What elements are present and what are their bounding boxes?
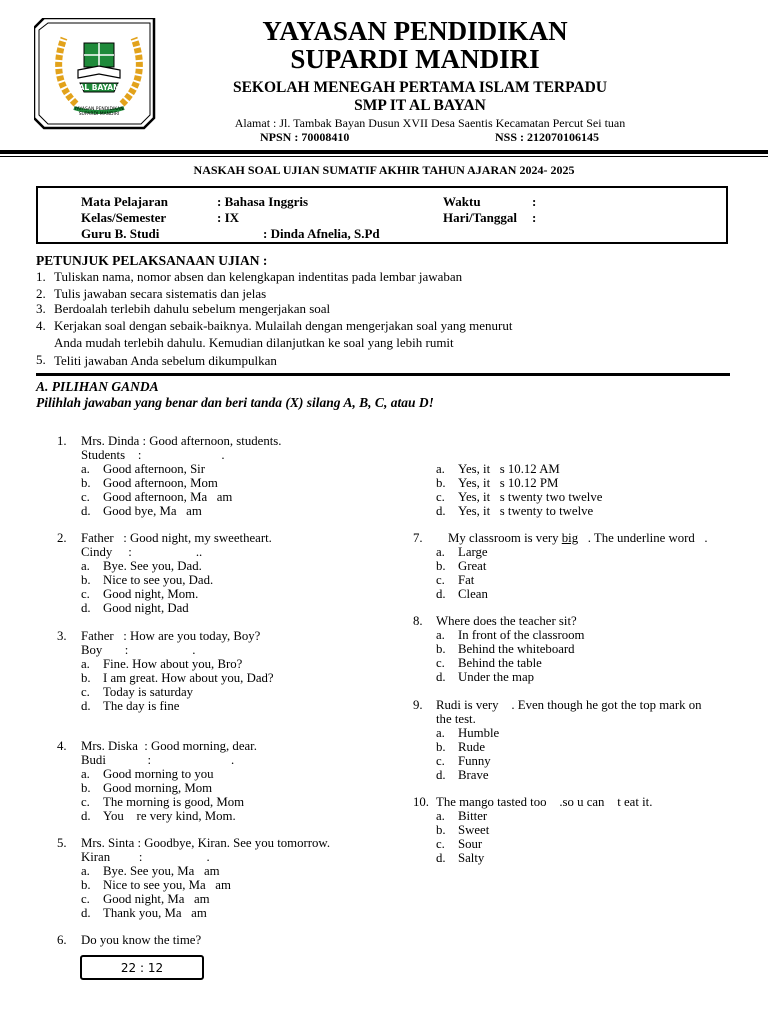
option-letter: a. — [81, 559, 90, 573]
question-text: Mrs. Sinta : Goodbye, Kiran. See you tomorrow. — [81, 836, 331, 850]
option-text: Brave — [458, 768, 489, 782]
question-text: Do you know the time? — [81, 933, 202, 947]
option-text: Humble — [458, 726, 500, 740]
answer-option[interactable] — [81, 504, 202, 518]
logo-caption-2: SUPARDI MANDIRI — [78, 112, 120, 117]
answer-option[interactable] — [81, 671, 274, 685]
option-letter: b. — [436, 740, 446, 754]
option-text: The day is fine — [103, 699, 180, 713]
answer-option[interactable] — [436, 545, 488, 559]
exam-info-box — [36, 186, 728, 244]
answer-option[interactable] — [81, 767, 214, 781]
answer-option[interactable] — [81, 587, 198, 601]
option-text: Today is saturday — [103, 685, 194, 699]
answer-option[interactable] — [436, 670, 534, 684]
option-letter: a. — [436, 628, 445, 642]
teacher-value: : Dinda Afnelia, S.Pd — [263, 226, 380, 241]
answer-option[interactable] — [436, 490, 602, 504]
answer-option[interactable] — [81, 809, 236, 823]
option-text: Good bye, Ma am — [103, 504, 202, 518]
option-text: Bye. See you, Ma am — [103, 864, 220, 878]
answer-blank-line: Boy : . — [81, 643, 196, 657]
option-letter: b. — [436, 642, 446, 656]
answer-option[interactable] — [81, 657, 242, 671]
answer-blank-line: Budi : . — [81, 753, 235, 767]
option-letter: b. — [436, 476, 446, 490]
question-text: Where does the teacher sit? — [436, 614, 577, 628]
option-letter: d. — [436, 670, 446, 684]
answer-option[interactable] — [81, 476, 218, 490]
answer-option[interactable] — [436, 573, 474, 587]
option-text: The morning is good, Mom — [103, 795, 245, 809]
question-text-end: . The underline word . — [578, 531, 708, 545]
option-letter: a. — [436, 462, 445, 476]
option-text: Yes, it s 10.12 PM — [458, 476, 559, 490]
question-text: Rudi is very . Even though he got the top mark on — [436, 698, 702, 712]
option-letter: b. — [81, 671, 91, 685]
option-letter: c. — [436, 837, 445, 851]
day-label: Hari/Tanggal — [443, 210, 517, 225]
section-a-title: A. PILIHAN GANDA — [36, 379, 159, 394]
answer-option[interactable] — [436, 768, 489, 782]
answer-option[interactable] — [436, 559, 486, 573]
option-letter: d. — [81, 601, 91, 615]
answer-option[interactable] — [81, 699, 179, 713]
class-value: : IX — [217, 210, 240, 225]
answer-option[interactable] — [81, 906, 207, 920]
option-text: Great — [458, 559, 487, 573]
option-text: Funny — [458, 754, 491, 768]
section-divider — [36, 373, 730, 376]
npsn-number: NPSN : 70008410 — [260, 130, 350, 144]
teacher-label: Guru B. Studi — [81, 226, 160, 241]
option-text: Fat — [458, 573, 475, 587]
option-letter: c. — [436, 573, 445, 587]
answer-option[interactable] — [81, 878, 231, 892]
option-letter: a. — [81, 767, 90, 781]
logo-banner-text: AL BAYAN — [78, 83, 120, 92]
option-text: Sweet — [458, 823, 490, 837]
option-text: Salty — [458, 851, 485, 865]
option-letter: d. — [436, 851, 446, 865]
instruction-text: Berdoalah terlebih dahulu sebelum mengerjakan soal — [54, 301, 331, 316]
answer-option[interactable] — [436, 726, 499, 740]
answer-blank-line: Students : . — [81, 448, 225, 462]
option-letter: c. — [81, 892, 90, 906]
answer-option[interactable] — [436, 628, 585, 642]
answer-option[interactable] — [81, 795, 244, 809]
option-letter: a. — [81, 864, 90, 878]
option-text: Yes, it s twenty two twelve — [458, 490, 603, 504]
instruction-number: 5. — [36, 352, 46, 367]
question-number: 1. — [57, 434, 67, 448]
answer-option[interactable] — [436, 642, 575, 656]
option-letter: b. — [81, 878, 91, 892]
option-letter: b. — [436, 559, 446, 573]
answer-blank-line: Cindy : .. — [81, 545, 203, 559]
answer-option[interactable] — [81, 490, 232, 504]
logo-caption-1: YAYASAN PENDIDIKAN — [74, 107, 124, 112]
option-text: Clean — [458, 587, 488, 601]
answer-option[interactable] — [436, 837, 482, 851]
instruction-number: 3. — [36, 301, 46, 316]
subject-label: Mata Pelajaran — [81, 194, 169, 209]
option-text: Under the map — [458, 670, 535, 684]
option-text: Nice to see you, Ma am — [103, 878, 231, 892]
option-letter: c. — [436, 656, 445, 670]
answer-option[interactable] — [436, 754, 491, 768]
header-divider-thin — [0, 156, 768, 157]
clock-time-display: 22 : 12 — [80, 955, 204, 980]
answer-option[interactable] — [436, 462, 560, 476]
option-text: Good morning, Mom — [103, 781, 213, 795]
option-letter: c. — [81, 587, 90, 601]
instruction-text: Tuliskan nama, nomor absen dan kelengkapan indentitas pada lembar jawaban — [54, 269, 463, 284]
answer-option[interactable] — [436, 740, 485, 754]
question-text: Mrs. Dinda : Good afternoon, students. — [81, 434, 282, 448]
question-number: 8. — [413, 614, 423, 628]
header-divider-thick — [0, 150, 768, 154]
instruction-number: 2. — [36, 286, 46, 301]
option-letter: b. — [81, 781, 91, 795]
option-letter: c. — [81, 795, 90, 809]
option-letter: c. — [81, 490, 90, 504]
answer-option[interactable] — [81, 864, 220, 878]
question-text-start: My classroom is very — [448, 531, 562, 545]
option-letter: d. — [436, 504, 446, 518]
instruction-text: Teliti jawaban Anda sebelum dikumpulkan — [54, 353, 277, 368]
question-number: 4. — [57, 739, 67, 753]
answer-option[interactable] — [81, 685, 193, 699]
answer-option[interactable] — [81, 559, 202, 573]
time-label: Waktu — [443, 194, 481, 209]
answer-option[interactable] — [436, 823, 489, 837]
option-text: In front of the classroom — [458, 628, 585, 642]
answer-option[interactable] — [436, 809, 487, 823]
option-letter: c. — [81, 685, 90, 699]
subject-value: : Bahasa Inggris — [217, 194, 309, 209]
question-number: 6. — [57, 933, 67, 947]
option-text: Good afternoon, Ma am — [103, 490, 233, 504]
option-text: Thank you, Ma am — [103, 906, 207, 920]
option-letter: b. — [81, 573, 91, 587]
question-text: Father : How are you today, Boy? — [81, 629, 261, 643]
option-letter: a. — [436, 726, 445, 740]
question-number: 9. — [413, 698, 423, 712]
option-text: Good afternoon, Mom — [103, 476, 218, 490]
option-letter: c. — [436, 754, 445, 768]
instruction-text: Tulis jawaban secara sistematis dan jelas — [54, 286, 267, 301]
class-label: Kelas/Semester — [81, 210, 167, 225]
option-letter: d. — [436, 768, 446, 782]
question-number: 7. — [413, 531, 423, 545]
underlined-word: big — [561, 531, 579, 545]
answer-option[interactable] — [436, 851, 484, 865]
instruction-text: Kerjakan soal dengan sebaik-baiknya. Mulailah dengan mengerjakan soal yang menurut — [54, 318, 513, 333]
question-number: 2. — [57, 531, 67, 545]
foundation-title-line-2: SUPARDI MANDIRI — [290, 44, 540, 74]
answer-option[interactable] — [81, 892, 210, 906]
exam-title: NASKAH SOAL UJIAN SUMATIF AKHIR TAHUN AJARAN 2024- 2025 — [193, 163, 575, 177]
option-letter: c. — [436, 490, 445, 504]
option-letter: a. — [81, 462, 90, 476]
option-text: I am great. How about you, Dad? — [103, 671, 274, 685]
question-text — [448, 531, 708, 545]
answer-option[interactable] — [81, 573, 213, 587]
school-address: Alamat : Jl. Tambak Bayan Dusun XVII Desa Saentis Kecamatan Percut Sei tuan — [234, 116, 626, 130]
option-text: Yes, it s twenty to twelve — [458, 504, 594, 518]
option-letter: b. — [436, 823, 446, 837]
option-letter: a. — [436, 809, 445, 823]
option-text: Good night, Ma am — [103, 892, 210, 906]
option-text: Fine. How about you, Bro? — [103, 657, 243, 671]
option-letter: d. — [436, 587, 446, 601]
option-text: Good night, Dad — [103, 601, 189, 615]
option-text: Behind the table — [458, 656, 542, 670]
question-number: 5. — [57, 836, 67, 850]
option-text: Sour — [458, 837, 483, 851]
instructions-heading: PETUNJUK PELAKSANAAN UJIAN : — [36, 253, 268, 268]
option-letter: a. — [81, 657, 90, 671]
answer-blank-line: Kiran : . — [81, 850, 210, 864]
school-type: SEKOLAH MENEGAH PERTAMA ISLAM TERPADU — [232, 79, 608, 96]
answer-option[interactable] — [436, 504, 593, 518]
question-number: 10. — [413, 795, 429, 809]
option-letter: d. — [81, 504, 91, 518]
option-text: Good afternoon, Sir — [103, 462, 206, 476]
option-letter: d. — [81, 699, 91, 713]
option-text: Nice to see you, Dad. — [103, 573, 214, 587]
option-text: Bye. See you, Dad. — [103, 559, 202, 573]
option-text: Good night, Mom. — [103, 587, 199, 601]
option-letter: d. — [81, 809, 91, 823]
nss-number: NSS : 212070106145 — [495, 130, 600, 144]
question-text: Mrs. Diska : Good morning, dear. — [81, 739, 257, 753]
day-value: : — [532, 210, 537, 225]
question-number: 3. — [57, 629, 67, 643]
instruction-text-continued: Anda mudah terlebih dahulu. Kemudian dilanjutkan ke soal yang lebih rumit — [54, 335, 454, 350]
option-letter: b. — [81, 476, 91, 490]
option-letter: d. — [81, 906, 91, 920]
question-text: Father : Good night, my sweetheart. — [81, 531, 272, 545]
option-text: Yes, it s 10.12 AM — [458, 462, 560, 476]
school-logo — [34, 18, 164, 130]
answer-option[interactable] — [436, 656, 542, 670]
option-text: Large — [458, 545, 488, 559]
option-text: You re very kind, Mom. — [103, 809, 236, 823]
section-a-instruction: Pilihlah jawaban yang benar dan beri tanda (X) silang A, B, C, atau D! — [36, 395, 434, 410]
answer-option[interactable] — [81, 462, 205, 476]
answer-option[interactable] — [436, 587, 488, 601]
option-text: Bitter — [458, 809, 488, 823]
time-value: : — [532, 194, 537, 209]
option-text: Good morning to you — [103, 767, 214, 781]
foundation-title-line-1: YAYASAN PENDIDIKAN — [262, 16, 568, 46]
option-text: Behind the whiteboard — [458, 642, 575, 656]
option-text: Rude — [458, 740, 486, 754]
instruction-number: 1. — [36, 269, 46, 284]
answer-option[interactable] — [81, 601, 189, 615]
question-text: The mango tasted too .so u can t eat it. — [436, 795, 653, 809]
question-text-continued: the test. — [436, 712, 476, 726]
instruction-number: 4. — [36, 318, 46, 333]
answer-option[interactable] — [436, 476, 558, 490]
school-name: SMP IT AL BAYAN — [354, 97, 486, 114]
answer-option[interactable] — [81, 781, 212, 795]
option-letter: a. — [436, 545, 445, 559]
